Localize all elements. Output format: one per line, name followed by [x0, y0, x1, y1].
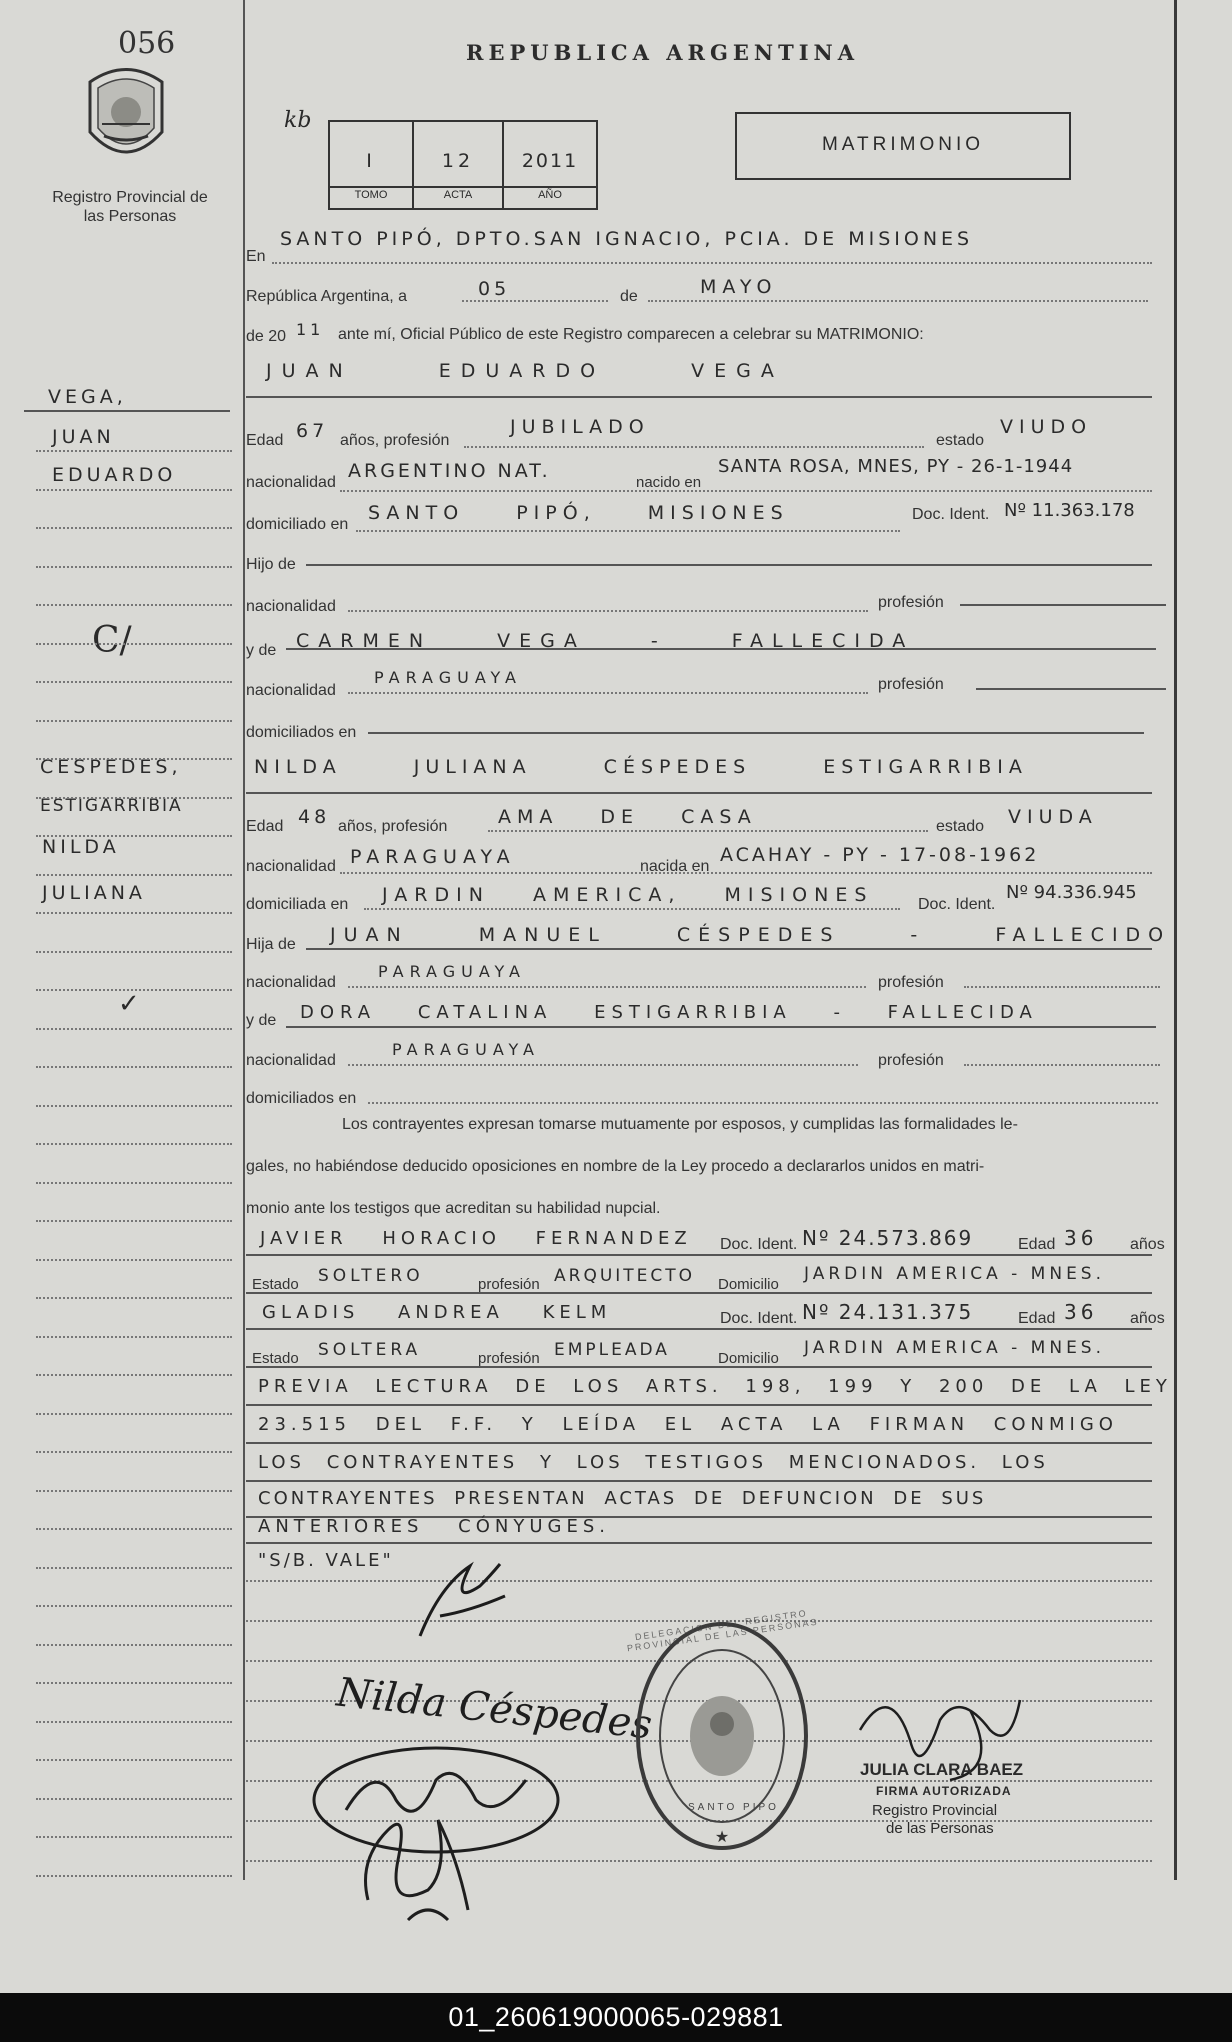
witness2-estado-label: Estado — [252, 1350, 299, 1367]
ceremony-day: 05 — [478, 278, 511, 300]
bride-status: VIUDA — [1008, 806, 1098, 828]
margin-ruled-line — [36, 1182, 232, 1184]
margin-ruled-line — [36, 1028, 232, 1030]
margin-ruled-line — [36, 1105, 232, 1107]
anio-value: 2011 — [521, 150, 579, 172]
margin-ruled-line — [36, 1605, 232, 1607]
de-label: de — [620, 288, 638, 305]
margin-groom-surname: VEGA, — [48, 386, 127, 408]
margin-bride-name2: JULIANA — [42, 882, 146, 904]
groom-father-prof-label: profesión — [878, 594, 944, 611]
groom-doc-label: Doc. Ident. — [912, 506, 990, 523]
statement: ante mí, Oficial Público de este Registro comparecen a celebrar su MATRIMONIO: — [338, 326, 924, 343]
scan-id: 01_260619000065-029881 — [448, 2002, 784, 2032]
witness2-doc-label: Doc. Ident. — [720, 1310, 798, 1327]
margin-ruled-line — [36, 1644, 232, 1646]
witness2-doc: Nº 24.131.375 — [802, 1300, 974, 1324]
witness1-domicilio-label: Domicilio — [718, 1276, 779, 1293]
ceremony-place: SANTO PIPÓ, DPTO.SAN IGNACIO, PCIA. DE MISIONES — [280, 228, 974, 250]
groom-yde-label: y de — [246, 642, 277, 659]
ceremony-month: MAYO — [700, 276, 778, 298]
groom-mother-nat-label: nacionalidad — [246, 682, 336, 699]
declaration-line3: monio ante los testigos que acreditan su habilidad nupcial. — [246, 1200, 661, 1217]
margin-bride-surname2: ESTIGARRIBIA — [40, 796, 183, 816]
bride-domiciliada-label: domiciliada en — [246, 896, 349, 913]
margin-ruled-line — [36, 912, 232, 914]
witness-signature-icon — [348, 1800, 488, 1930]
margin-column-line — [243, 0, 245, 1880]
bride-nacida-label: nacida en — [640, 858, 710, 875]
notes-line1: PREVIA LECTURA DE LOS ARTS. 198, 199 Y 200 DE LA LEY — [258, 1376, 1172, 1397]
official-name: JULIA CLARA BAEZ — [860, 1760, 1024, 1779]
margin-ruled-line — [36, 1066, 232, 1068]
groom-domiciliados-label: domiciliados en — [246, 724, 357, 741]
notes-line6: "S/B. VALE" — [258, 1550, 394, 1571]
country-title: REPUBLICA ARGENTINA — [466, 40, 860, 65]
groom-doc: Nº 11.363.178 — [1004, 500, 1135, 521]
witness1-address: JARDIN AMERICA - MNES. — [804, 1264, 1106, 1284]
witness2-age: 36 — [1064, 1300, 1098, 1324]
margin-ruled-line — [36, 489, 232, 491]
margin-conjunction: C/ — [92, 620, 132, 661]
declaration-line2: gales, no habiéndose deducido oposiciones en nombre de la Ley procedo a declararlos unidos en matri- — [246, 1158, 985, 1175]
groom-age: 67 — [296, 420, 329, 442]
groom-mother-nationality: PARAGUAYA — [374, 668, 522, 687]
notes-line2: 23.515 DEL F.F. Y LEÍDA EL ACTA LA FIRMAN CONMIGO — [258, 1414, 1118, 1435]
margin-ruled-line — [36, 1567, 232, 1569]
groom-nacionalidad-label: nacionalidad — [246, 474, 336, 491]
margin-groom-name2: EDUARDO — [52, 464, 177, 486]
notes-line3: LOS CONTRAYENTES Y LOS TESTIGOS MENCIONADOS. LOS — [258, 1452, 1049, 1473]
margin-bride-name1: NILDA — [42, 836, 120, 858]
bride-doc: Nº 94.336.945 — [1006, 882, 1137, 903]
witness1-doc-label: Doc. Ident. — [720, 1236, 798, 1253]
bride-mother: DORA CATALINA ESTIGARRIBIA - FALLECIDA — [300, 1002, 1038, 1023]
margin-bride-surname1: CESPEDES, — [40, 756, 182, 778]
bride-full-name: NILDA JULIANA CÉSPEDES ESTIGARRIBIA — [254, 756, 1028, 778]
year-suffix: 11 — [296, 320, 325, 339]
margin-ruled-line — [36, 1682, 232, 1684]
margin-ruled-line — [36, 1259, 232, 1261]
republic-label: República Argentina, a — [246, 288, 407, 305]
acta-label: ACTA — [443, 189, 473, 201]
margin-ruled-line — [36, 527, 232, 529]
year-label: de 20 — [246, 328, 287, 345]
bride-nacionalidad-label: nacionalidad — [246, 858, 336, 875]
witness1-profession: ARQUITECTO — [554, 1266, 696, 1286]
notes-line4: CONTRAYENTES PRESENTAN ACTAS DE DEFUNCION DE SUS — [258, 1488, 987, 1509]
margin-ruled-line — [36, 1490, 232, 1492]
witness1-edad-label: Edad — [1018, 1236, 1056, 1253]
groom-domiciliado-label: domiciliado en — [246, 516, 349, 533]
registry-name: Registro Provincial de las Personas — [52, 189, 208, 225]
margin-tick: ✓ — [118, 988, 140, 1018]
scan-id-footer — [0, 1993, 1232, 2042]
bride-profession: AMA DE CASA — [498, 806, 757, 828]
tomo-value: I — [366, 150, 376, 172]
bride-edad-label: Edad — [246, 818, 284, 835]
bride-doc-label: Doc. Ident. — [918, 896, 996, 913]
witness2-name: GLADIS ANDREA KELM — [262, 1302, 612, 1323]
en-label: En — [246, 248, 266, 265]
witness1-age: 36 — [1064, 1226, 1098, 1250]
margin-groom-name1: JUAN — [52, 426, 115, 448]
witness1-doc: Nº 24.573.869 — [802, 1226, 974, 1250]
margin-ruled-line — [36, 1220, 232, 1222]
witness2-profesion-label: profesión — [478, 1350, 540, 1367]
groom-estado-label: estado — [936, 432, 985, 449]
witness2-anos-label: años — [1130, 1310, 1165, 1327]
bride-anos-label: años, profesión — [338, 818, 448, 835]
witness2-domicilio-label: Domicilio — [718, 1350, 779, 1367]
witness1-status: SOLTERO — [318, 1266, 424, 1286]
witness2-profession: EMPLEADA — [554, 1340, 670, 1360]
bride-domiciliados-label: domiciliados en — [246, 1090, 357, 1107]
margin-ruled-line — [36, 1413, 232, 1415]
groom-nationality: ARGENTINO NAT. — [348, 460, 551, 482]
bride-yde-label: y de — [246, 1012, 277, 1029]
margin-ruled-line — [36, 874, 232, 876]
bride-estado-label: estado — [936, 818, 985, 835]
margin-ruled-line — [36, 1451, 232, 1453]
groom-hijo-label: Hijo de — [246, 556, 296, 573]
margin-ruled-line — [36, 1798, 232, 1800]
margin-ruled-line — [36, 989, 232, 991]
initials-handwritten: kb — [284, 108, 312, 133]
witness1-estado-label: Estado — [252, 1276, 299, 1293]
official-stamp-icon — [632, 1616, 812, 1856]
margin-ruled-line — [36, 758, 232, 760]
margin-ruled-line — [36, 1297, 232, 1299]
margin-ruled-line — [36, 720, 232, 722]
act-type: MATRIMONIO — [821, 134, 985, 155]
margin-ruled-line — [36, 1374, 232, 1376]
margin-ruled-line — [36, 450, 232, 452]
bride-mother-prof-label: profesión — [878, 1052, 944, 1069]
groom-mother: CARMEN VEGA - FALLECIDA — [296, 630, 915, 652]
bride-father: JUAN MANUEL CÉSPEDES - FALLECIDO — [330, 924, 1172, 946]
notes-line5: ANTERIORES CÓNYUGES. — [258, 1516, 610, 1537]
acta-value: 12 — [441, 150, 475, 172]
tomo-label: TOMO — [354, 189, 388, 201]
groom-full-name: JUAN EDUARDO VEGA — [266, 360, 784, 382]
margin-ruled-line — [36, 835, 232, 837]
bride-mother-nat-label: nacionalidad — [246, 1052, 336, 1069]
official-office-line2: de las Personas — [886, 1820, 994, 1837]
margin-ruled-line — [36, 681, 232, 683]
bride-hija-label: Hija de — [246, 936, 296, 953]
right-border — [1174, 0, 1177, 1880]
bride-birth: ACAHAY - PY - 17-08-1962 — [720, 844, 1040, 866]
margin-ruled-line — [36, 797, 232, 799]
bride-father-nationality: PARAGUAYA — [378, 962, 526, 981]
bride-age: 48 — [298, 806, 331, 828]
witness2-status: SOLTERA — [318, 1340, 422, 1360]
groom-mother-prof-label: profesión — [878, 676, 944, 693]
margin-ruled-line — [36, 1143, 232, 1145]
bride-father-nat-label: nacionalidad — [246, 974, 336, 991]
margin-ruled-line — [36, 1336, 232, 1338]
margin-ruled-line — [36, 1836, 232, 1838]
margin-ruled-line — [36, 1528, 232, 1530]
official-title: FIRMA AUTORIZADA — [876, 1784, 1012, 1798]
groom-status: VIUDO — [1000, 416, 1093, 438]
witness1-anos-label: años — [1130, 1236, 1165, 1253]
svg-text:★: ★ — [714, 1829, 730, 1846]
margin-ruled-line — [36, 566, 232, 568]
groom-edad-label: Edad — [246, 432, 284, 449]
official-office-line1: Registro Provincial — [872, 1802, 998, 1819]
witness1-name: JAVIER HORACIO FERNANDEZ — [260, 1228, 692, 1249]
margin-ruled-line — [36, 1759, 232, 1761]
stamp-bottom-text: SANTO PIPO — [688, 1802, 779, 1813]
page-number-stamp: 056 — [118, 26, 176, 61]
bride-nationality: PARAGUAYA — [350, 846, 516, 868]
act-type-box — [735, 112, 1071, 180]
margin-ruled-line — [36, 604, 232, 606]
groom-nacido-label: nacido en — [636, 474, 702, 491]
groom-birth: SANTA ROSA, MNES, PY - 26-1-1944 — [718, 456, 1074, 477]
bride-father-prof-label: profesión — [878, 974, 944, 991]
margin-ruled-line — [36, 1875, 232, 1877]
declaration-line1: Los contrayentes expresan tomarse mutuamente por esposos, y cumplidas las formalidades le- — [342, 1116, 1018, 1133]
groom-address: SANTO PIPÓ, MISIONES — [368, 502, 789, 524]
groom-profession: JUBILADO — [510, 416, 650, 438]
witness1-profesion-label: profesión — [478, 1276, 540, 1293]
witness2-edad-label: Edad — [1018, 1310, 1056, 1327]
province-emblem-icon — [80, 62, 172, 172]
bride-address: JARDIN AMERICA, MISIONES — [382, 884, 874, 906]
margin-ruled-line — [36, 1721, 232, 1723]
bride-signature: Nilda Céspedes — [334, 1669, 655, 1749]
anio-label: AÑO — [538, 189, 562, 201]
margin-ruled-line — [36, 951, 232, 953]
officiant-signature-icon — [410, 1556, 520, 1646]
groom-anos-label: años, profesión — [340, 432, 450, 449]
groom-father-nat-label: nacionalidad — [246, 598, 336, 615]
stamp-ring-text: DELEGACION DEL REGISTRO PROVINCIAL DE LAS PERSONAS — [626, 1607, 820, 1654]
bride-mother-nationality: PARAGUAYA — [392, 1040, 540, 1059]
record-number-box — [328, 120, 598, 210]
witness2-address: JARDIN AMERICA - MNES. — [804, 1338, 1106, 1358]
margin-ruled-line — [36, 643, 232, 645]
